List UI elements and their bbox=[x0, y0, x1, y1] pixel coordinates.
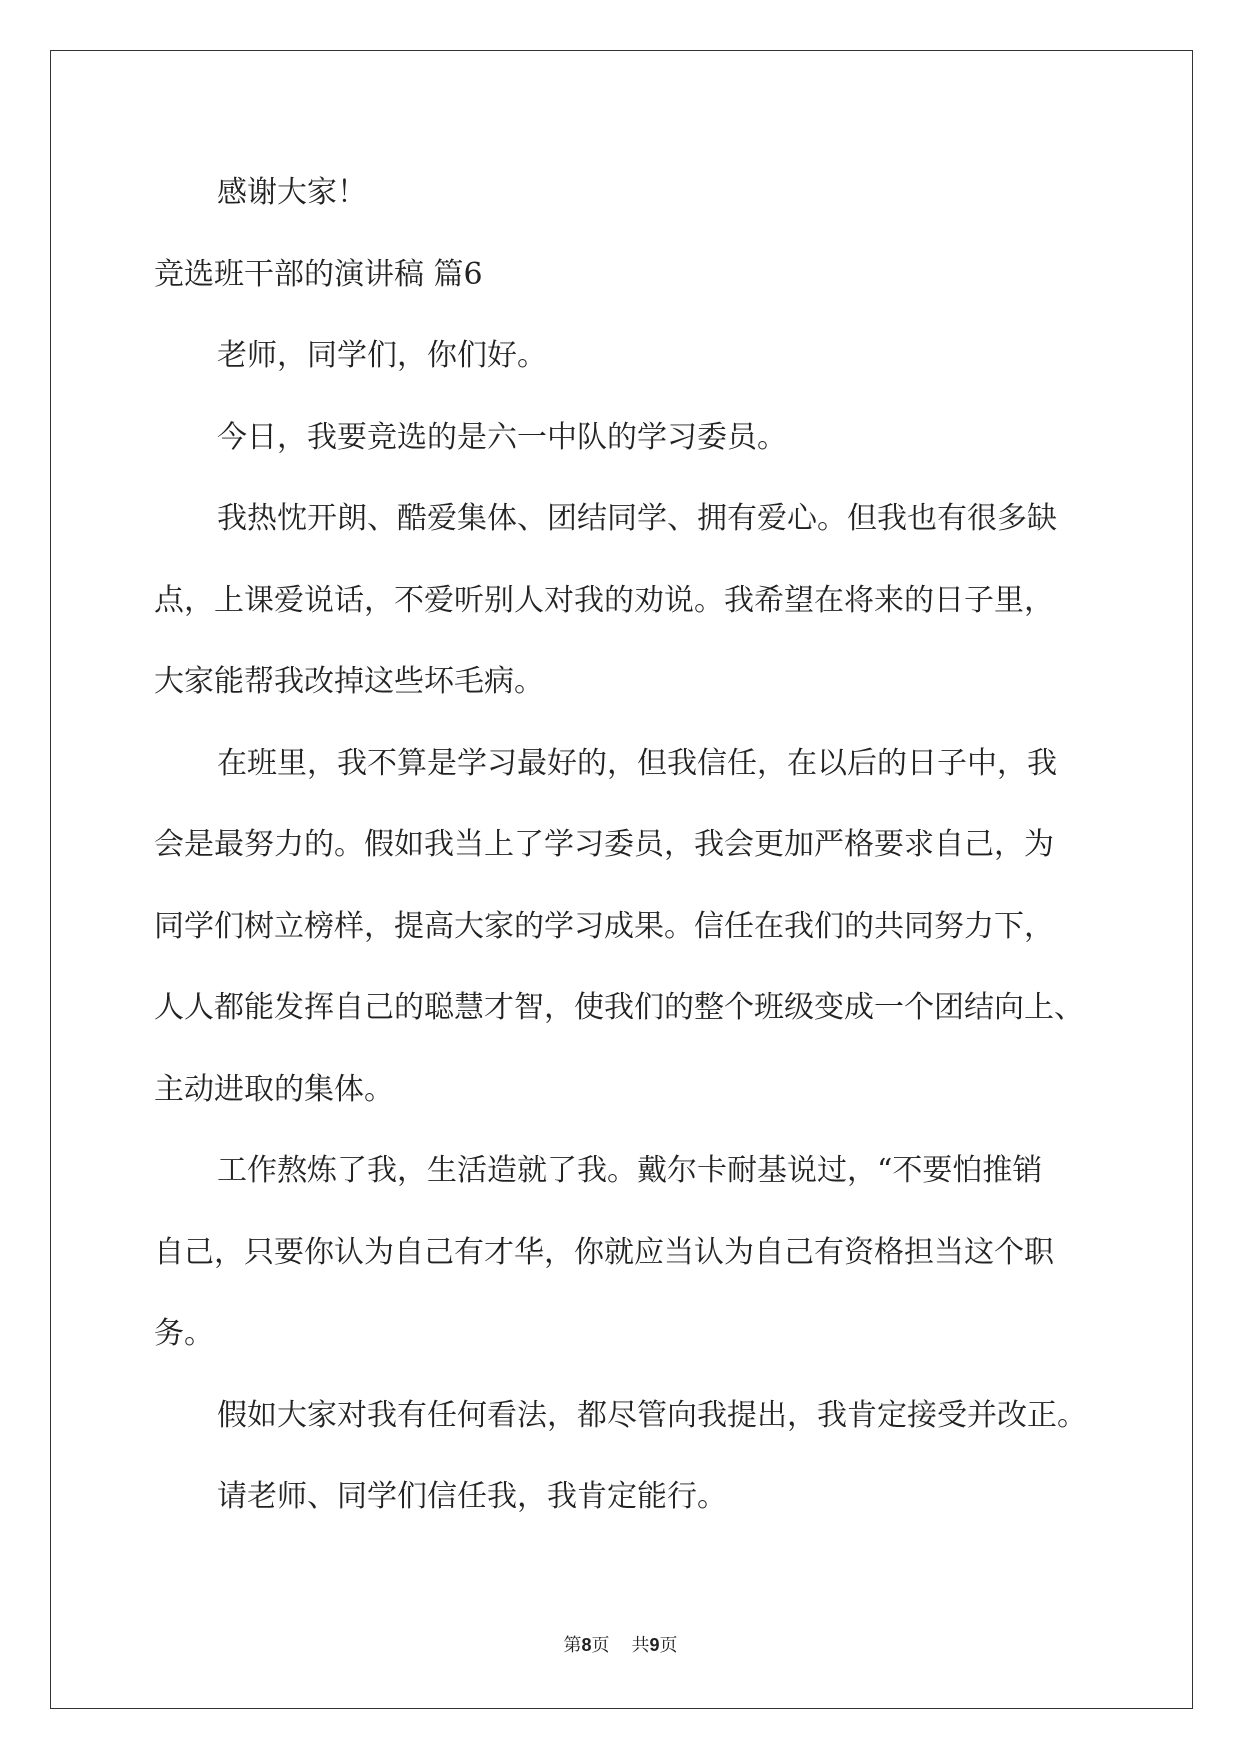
paragraph-line: 请老师、同学们信任我，我肯定能行。 bbox=[217, 1479, 727, 1514]
total-prefix: 共 bbox=[631, 1635, 650, 1656]
paragraph-line: 在班里，我不算是学习最好的，但我信任，在以后的日子中，我 bbox=[217, 745, 1057, 781]
page-suffix: 页 bbox=[591, 1635, 610, 1656]
paragraph-line: 人人都能发挥自己的聪慧才智，使我们的整个班级变成一个团结向上、 bbox=[154, 990, 1084, 1025]
document-body bbox=[154, 152, 1164, 1538]
paragraph-line: 自己，只要你认为自己有才华，你就应当认为自己有资格担当这个职 bbox=[154, 1234, 1054, 1270]
total-pages-number: 9 bbox=[649, 1635, 660, 1655]
page-prefix: 第 bbox=[563, 1635, 582, 1656]
paragraph-line: 主动进取的集体。 bbox=[154, 1071, 394, 1107]
paragraph bbox=[154, 1375, 1164, 1457]
paragraph bbox=[154, 1456, 1164, 1538]
paragraph bbox=[154, 478, 1164, 723]
paragraph-line: 我热忱开朗、酷爱集体、团结同学、拥有爱心。但我也有很多缺 bbox=[217, 501, 1057, 536]
paragraph-line: 工作熬炼了我，生活造就了我。戴尔卡耐基说过，“不要怕推销 bbox=[217, 1153, 1043, 1188]
paragraph-line: 今日，我要竞选的是六一中队的学习委员。 bbox=[217, 419, 787, 455]
paragraph-line: 务。 bbox=[154, 1316, 214, 1351]
paragraph bbox=[154, 397, 1164, 479]
page-footer bbox=[0, 1633, 1241, 1658]
closing-line: 感谢大家！ bbox=[217, 175, 367, 210]
paragraph-line: 假如大家对我有任何看法，都尽管向我提出，我肯定接受并改正。 bbox=[217, 1397, 1087, 1433]
section-title: 竞选班干部的演讲稿 篇6 bbox=[154, 256, 483, 292]
paragraph-line: 老师，同学们，你们好。 bbox=[217, 338, 547, 373]
paragraph bbox=[154, 723, 1164, 1131]
paragraph-line: 会是最努力的。假如我当上了学习委员，我会更加严格要求自己，为 bbox=[154, 827, 1054, 862]
paragraph-line: 大家能帮我改掉这些坏毛病。 bbox=[154, 664, 544, 699]
paragraph-line: 点，上课爱说话，不爱听别人对我的劝说。我希望在将来的日子里， bbox=[154, 582, 1054, 618]
current-page-number: 8 bbox=[581, 1635, 592, 1655]
paragraph bbox=[154, 315, 1164, 397]
paragraph-line: 同学们树立榜样，提高大家的学习成果。信任在我们的共同努力下， bbox=[154, 908, 1054, 944]
paragraph bbox=[154, 1130, 1164, 1375]
total-suffix: 页 bbox=[659, 1635, 678, 1656]
